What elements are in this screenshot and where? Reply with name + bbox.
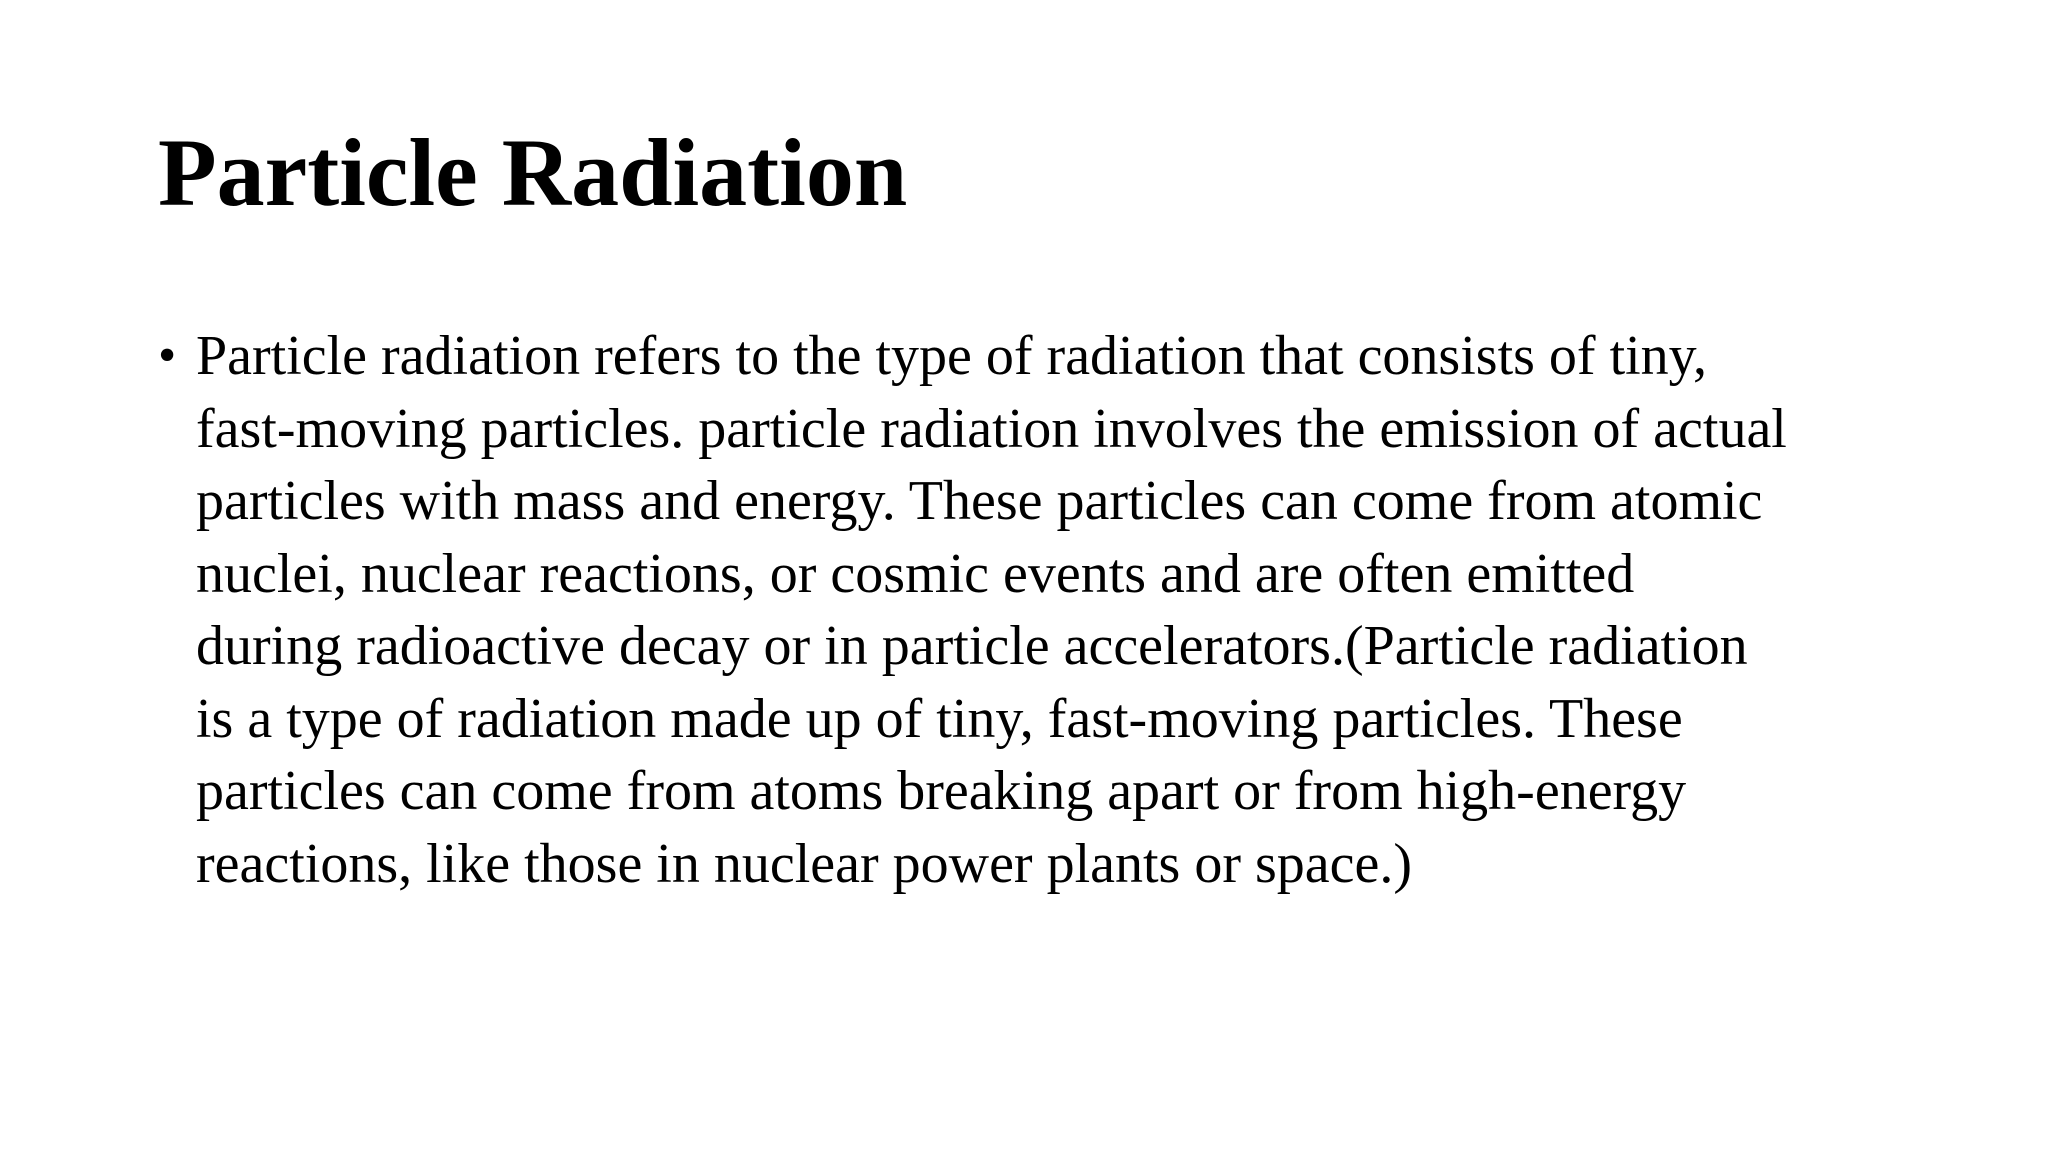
- slide-body: [158, 320, 1958, 900]
- bullet-line: reactions, like those in nuclear power plants or space.): [196, 832, 1413, 895]
- bullet-item: [158, 320, 1958, 900]
- bullet-line: particles can come from atoms breaking apart or from high-energy: [196, 760, 1687, 822]
- bullet-text: [196, 320, 1958, 900]
- bullet-line: Particle radiation refers to the type of radiation that consists of tiny,: [196, 325, 1708, 387]
- bullet-line: nuclei, nuclear reactions, or cosmic events and are often emitted: [196, 542, 1635, 605]
- bullet-marker: •: [158, 327, 177, 384]
- slide-title: Particle Radiation: [158, 119, 908, 226]
- bullet-line: is a type of radiation made up of tiny, fast-moving particles. These: [196, 687, 1683, 750]
- bullet-line: particles with mass and energy. These particles can come from atomic: [196, 470, 1763, 532]
- bullet-line: during radioactive decay or in particle accelerators.(Particle radiation: [196, 615, 1748, 677]
- bullet-line: fast-moving particles. particle radiation involves the emission of actual: [196, 397, 1787, 460]
